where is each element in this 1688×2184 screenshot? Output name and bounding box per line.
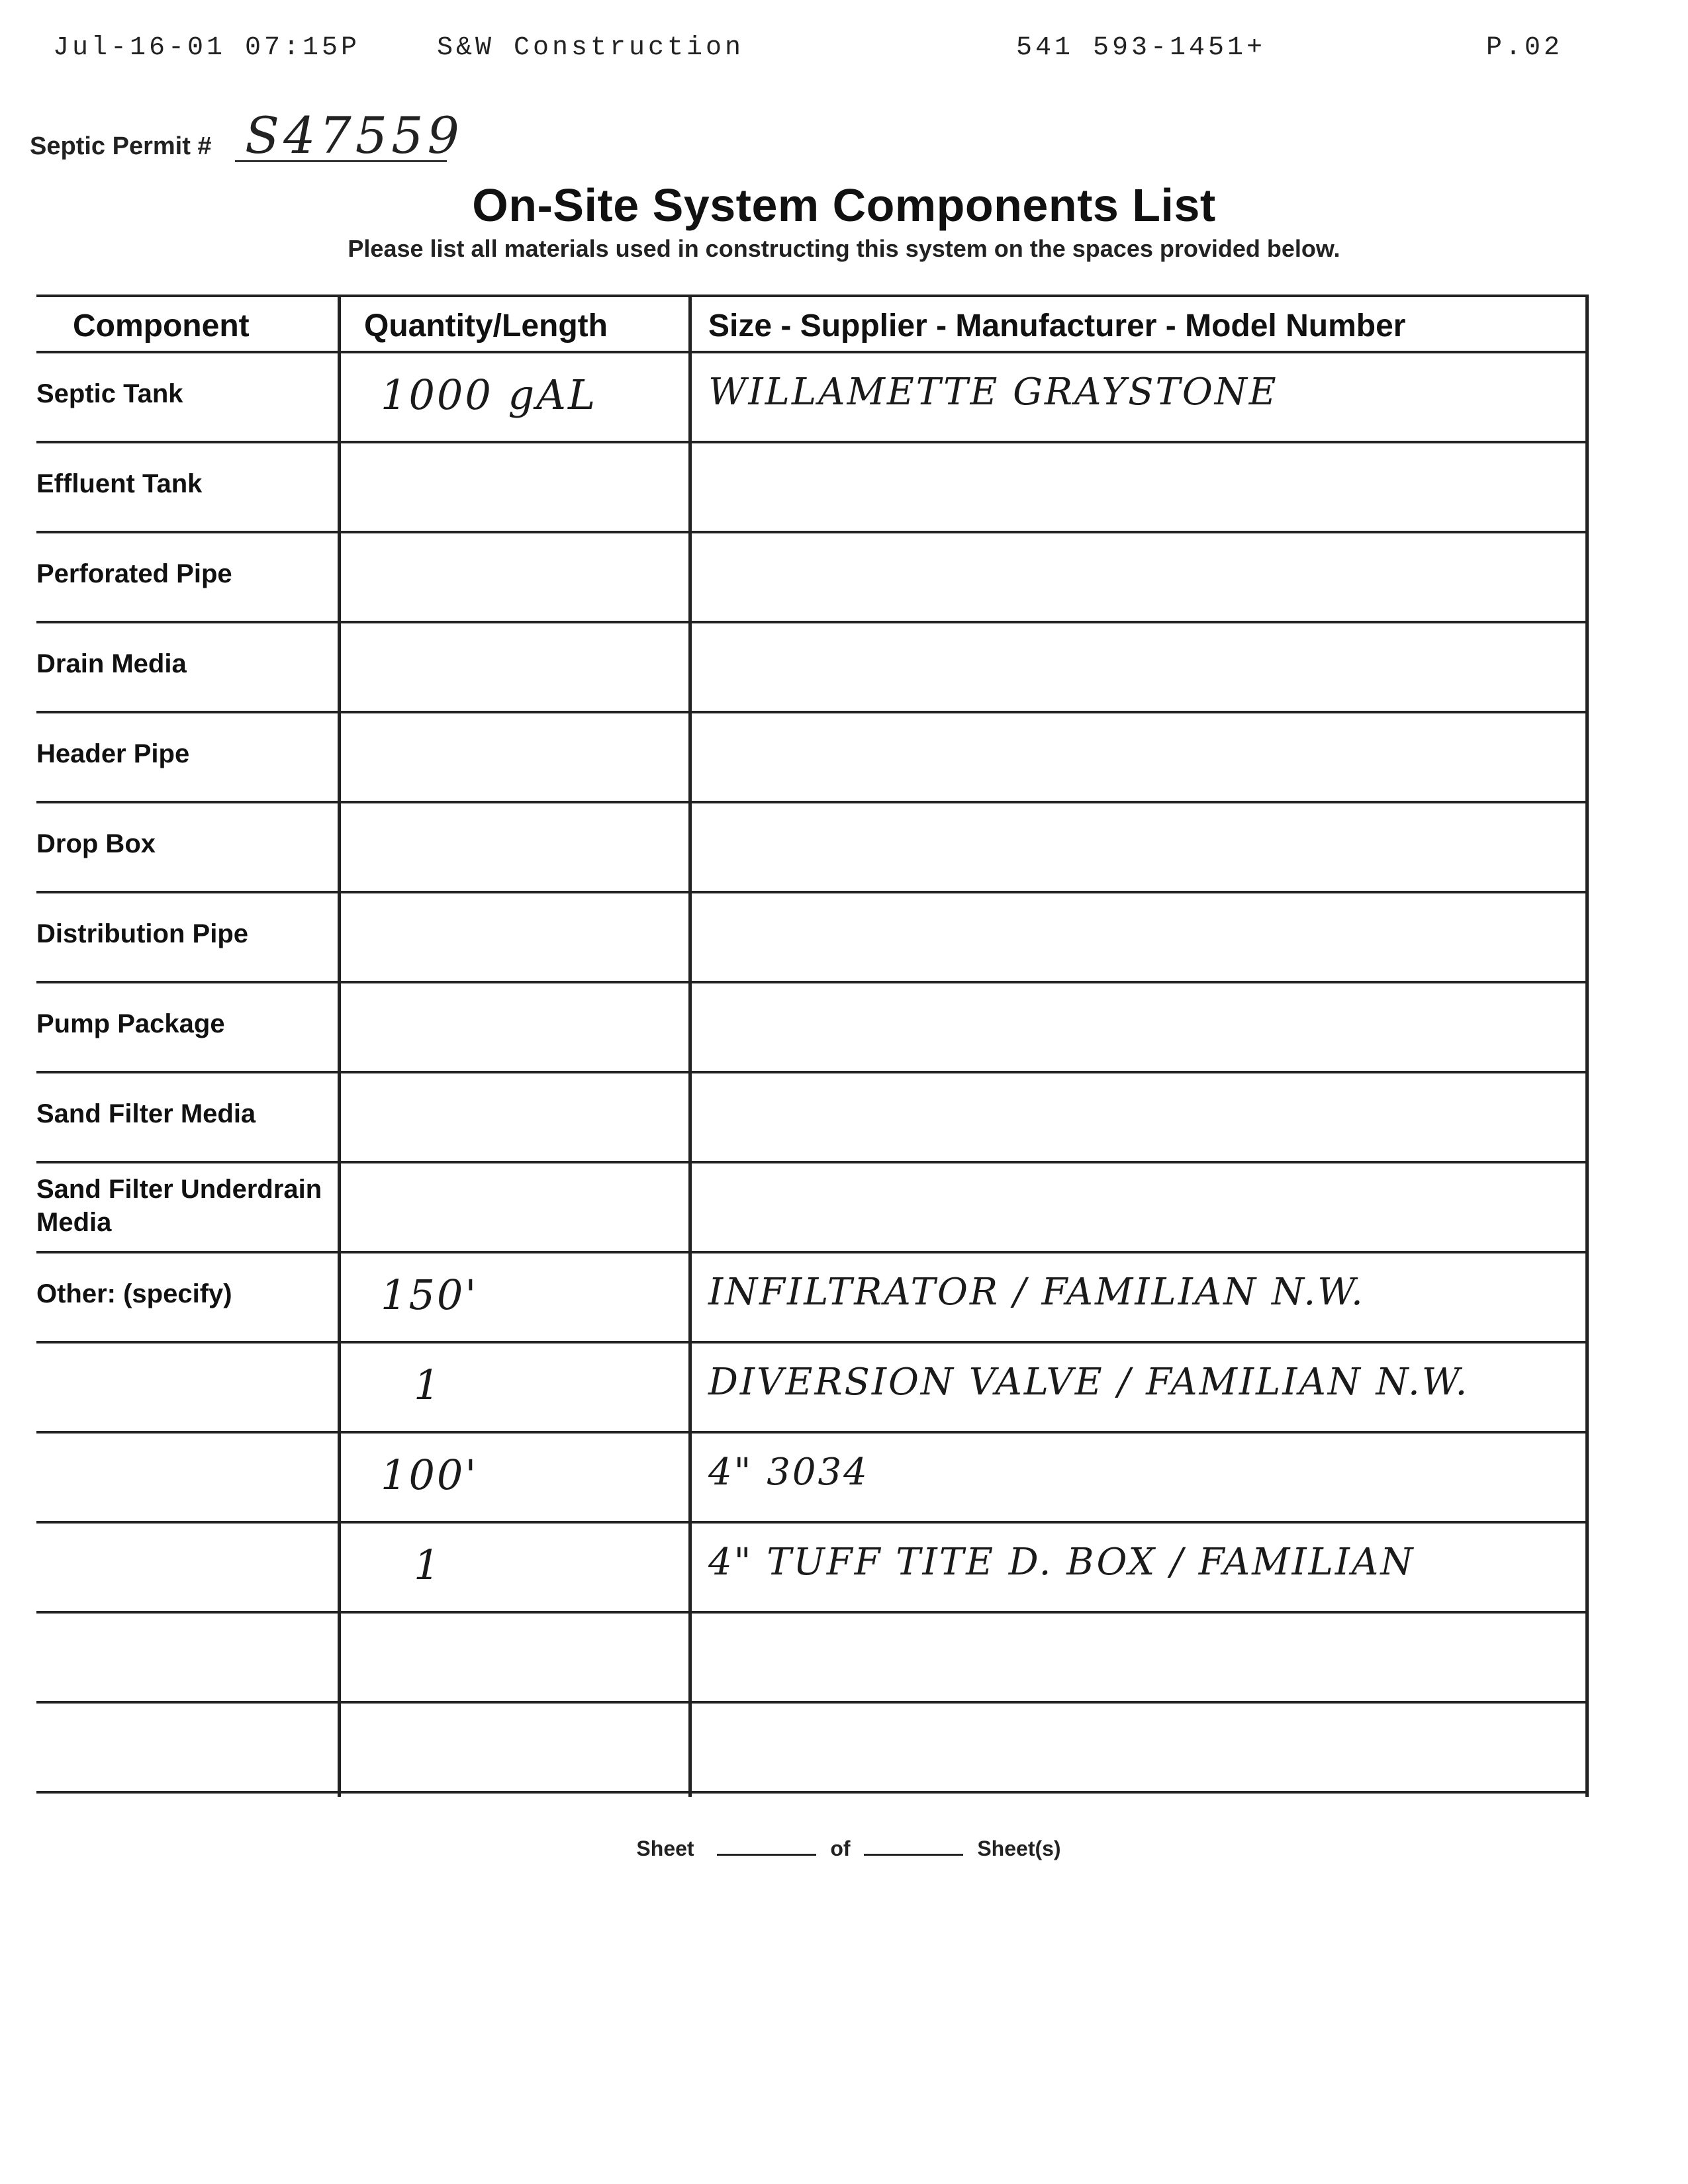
components-table: [36, 295, 1589, 1797]
fax-company: S&W Construction: [437, 33, 745, 63]
quantity-value: 150': [381, 1271, 479, 1319]
column-divider: [688, 295, 692, 1797]
page-title: On-Site System Components List: [472, 179, 1216, 231]
septic-permit-label: Septic Permit #: [30, 132, 212, 160]
component-label: Septic Tank: [36, 379, 183, 408]
sheet-footer: [0, 1837, 1688, 1861]
row-divider: [36, 801, 1585, 803]
of-label: of: [830, 1837, 851, 1860]
header-quantity: Quantity/Length: [364, 308, 608, 343]
row-divider: [36, 981, 1585, 983]
quantity-value: 100': [381, 1451, 479, 1499]
page-subtitle: Please list all materials used in constructing this system on the spaces provided below.: [348, 235, 1340, 262]
septic-permit: [30, 106, 493, 165]
table-bottom-border: [36, 1791, 1585, 1794]
row-divider: [36, 1341, 1585, 1343]
component-label: Distribution Pipe: [36, 919, 248, 948]
component-label: Sand Filter Underdrain Media: [36, 1175, 322, 1237]
component-label: Sand Filter Media: [36, 1099, 256, 1128]
quantity-value: 1: [414, 1361, 442, 1409]
quantity-value: 1000 gAL: [381, 371, 598, 419]
table-top-border: [36, 295, 1585, 297]
row-divider: [36, 531, 1585, 533]
header-component: Component: [73, 308, 250, 343]
column-divider: [338, 295, 341, 1797]
details-value: DIVERSION VALVE / FAMILIAN N.W.: [708, 1361, 1470, 1404]
details-value: WILLAMETTE GRAYSTONE: [708, 371, 1278, 414]
component-label: Header Pipe: [36, 739, 190, 768]
row-divider: [36, 891, 1585, 893]
fax-header: [0, 33, 1688, 73]
sheet-total-blank: [864, 1854, 963, 1856]
row-divider: [36, 1251, 1585, 1253]
row-divider: [36, 1161, 1585, 1163]
details-value: 4" TUFF TITE D. BOX / FAMILIAN: [708, 1541, 1415, 1584]
row-divider: [36, 1701, 1585, 1704]
header-details: Size - Supplier - Manufacturer - Model Number: [708, 308, 1406, 343]
sheet-label: Sheet: [636, 1837, 694, 1860]
septic-permit-value: S47559: [245, 106, 463, 165]
component-label: Effluent Tank: [36, 469, 203, 498]
fax-date-time: Jul-16-01 07:15P: [53, 33, 361, 63]
row-divider: [36, 711, 1585, 713]
sheet-number-blank: [717, 1854, 816, 1856]
sheets-label: Sheet(s): [977, 1837, 1061, 1860]
details-value: 4" 3034: [708, 1451, 869, 1494]
row-divider: [36, 351, 1585, 353]
row-divider: [36, 1611, 1585, 1614]
quantity-value: 1: [414, 1541, 442, 1589]
row-divider: [36, 1521, 1585, 1524]
row-divider: [36, 1071, 1585, 1073]
row-divider: [36, 1431, 1585, 1433]
row-divider: [36, 441, 1585, 443]
component-label: Drop Box: [36, 829, 156, 858]
details-value: INFILTRATOR / FAMILIAN N.W.: [708, 1271, 1365, 1314]
component-label: Pump Package: [36, 1009, 225, 1038]
component-label: Perforated Pipe: [36, 559, 232, 588]
component-label: Drain Media: [36, 649, 187, 678]
fax-phone: 541 593-1451+: [1016, 33, 1266, 63]
component-label: Other: (specify): [36, 1279, 232, 1308]
fax-page-number: P.02: [1486, 33, 1564, 63]
row-divider: [36, 621, 1585, 623]
